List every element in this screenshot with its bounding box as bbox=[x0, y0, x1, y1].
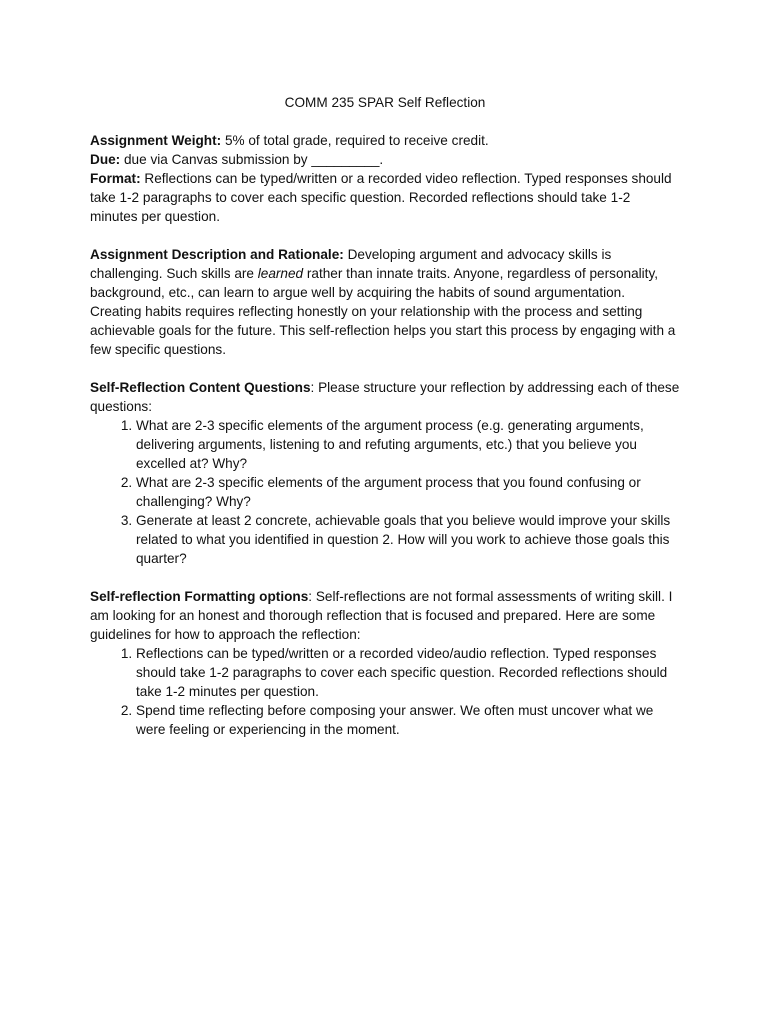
description-text-end: rather than innate traits. Anyone, regardless of personality, background, etc., can learn to argue well by acquiring the habits of sound argumentation. Creating habits requires reflecting honestly on your relationship with the process and setting achievable goals for the future. This self-reflection helps you start this process by engaging with a few specific questions. bbox=[90, 266, 676, 357]
description-emphasis: learned bbox=[257, 266, 304, 281]
assignment-weight-label: Assignment Weight: bbox=[90, 133, 222, 148]
list-item: 2. What are 2-3 specific elements of the argument process that you found confusing or challenging? Why? bbox=[136, 473, 680, 511]
due-date-text: due via Canvas submission by _________. bbox=[120, 152, 384, 167]
formatting-options-label: Self-reflection Formatting options bbox=[90, 589, 309, 604]
format-text: Reflections can be typed/written or a recorded video reflection. Typed responses should take 1-2 paragraphs to cover each specific question. Recorded reflections should take 1-2 minutes per question. bbox=[90, 171, 672, 224]
spacer bbox=[90, 226, 680, 245]
document-title: COMM 235 SPAR Self Reflection bbox=[284, 95, 486, 110]
list-item: 2. Spend time reflecting before composing your answer. We often must uncover what we were feeling or experiencing in the moment. bbox=[136, 701, 680, 739]
format-label: Format: bbox=[90, 171, 141, 186]
list-item: 3. Generate at least 2 concrete, achievable goals that you believe would improve your skills related to what you identified in question 2. How will you work to achieve those goals this quarter? bbox=[136, 511, 680, 568]
due-date bbox=[90, 150, 680, 169]
format-paragraph bbox=[90, 169, 680, 226]
content-questions-list bbox=[90, 416, 680, 568]
spacer bbox=[90, 568, 680, 587]
list-item: 1. What are 2-3 specific elements of the argument process (e.g. generating arguments, delivering arguments, listening to and refuting arguments, etc.) that you believe you excelled at? Why? bbox=[136, 416, 680, 473]
formatting-options-list bbox=[90, 644, 680, 739]
assignment-weight bbox=[90, 131, 680, 150]
content-questions-intro-text: : Please structure your reflection by addressing each of these questions: bbox=[90, 380, 680, 414]
formatting-options-intro-text: : Self-reflections are not formal assessments of writing skill. I am looking for an honest and thorough reflection that is focused and prepared. Here are some guidelines for how to approach the reflection: bbox=[90, 589, 673, 642]
description-text-start: Developing argument and advocacy skills is challenging. Such skills are bbox=[90, 247, 612, 281]
spacer bbox=[90, 359, 680, 378]
assignment-weight-text: 5% of total grade, required to receive credit. bbox=[221, 133, 489, 148]
formatting-options-intro bbox=[90, 587, 680, 644]
list-item: 1. Reflections can be typed/written or a recorded video/audio reflection. Typed responses should take 1-2 paragraphs to cover each specific question. Recorded reflections should take 1-2 minutes per question. bbox=[136, 644, 680, 701]
document-page bbox=[90, 93, 680, 739]
content-questions-intro bbox=[90, 378, 680, 416]
content-questions-label: Self-Reflection Content Questions bbox=[90, 380, 311, 395]
due-date-label: Due: bbox=[90, 152, 121, 167]
description-label: Assignment Description and Rationale: bbox=[90, 247, 344, 262]
description-paragraph bbox=[90, 245, 680, 359]
